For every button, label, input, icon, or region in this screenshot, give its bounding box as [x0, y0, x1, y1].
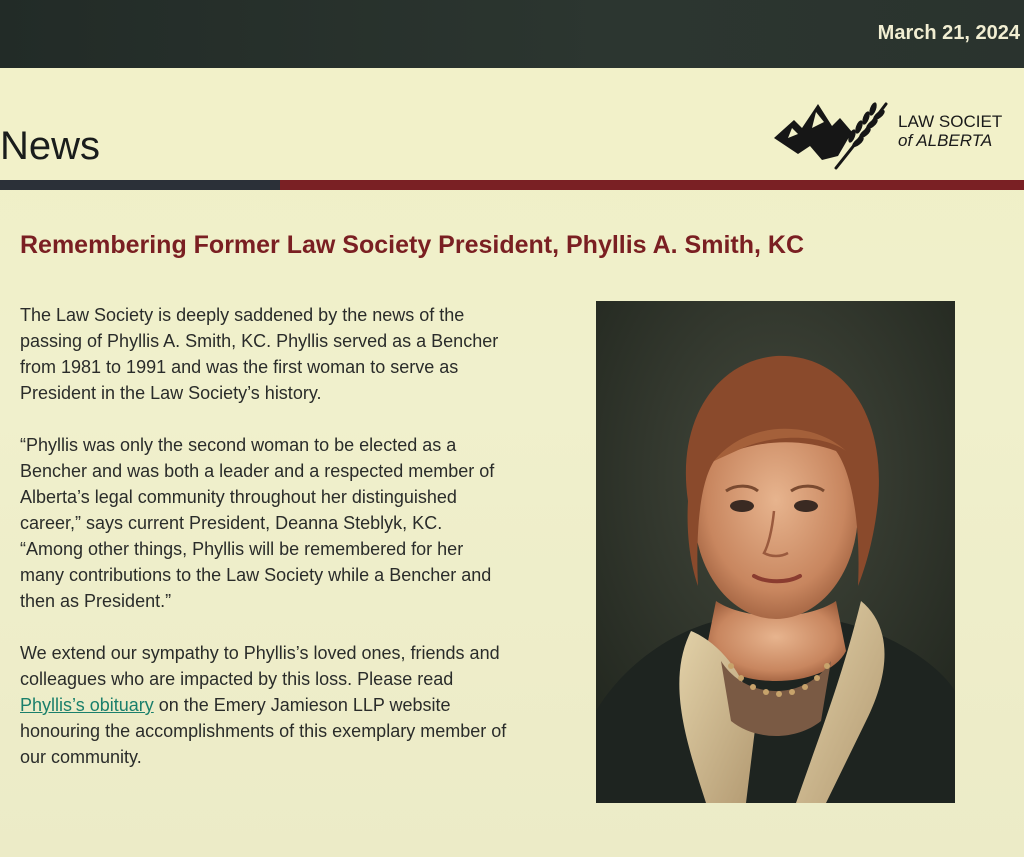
article-paragraph-3: [20, 640, 510, 770]
obituary-link[interactable]: Phyllis’s obituary: [20, 695, 154, 715]
mountain-wheat-icon: [772, 98, 894, 172]
article-paragraph-1: The Law Society is deeply saddened by the news of the passing of Phyllis A. Smith, KC. Phyllis served as a Bencher from 1981 to 1991 and was the first woman to serve as President in the Law Society’s history.: [20, 305, 499, 403]
logo-line-1: LAW SOCIET: [898, 112, 1003, 131]
article-headline: Remembering Former Law Society President, Phyllis A. Smith, KC: [20, 231, 804, 259]
section-title: News: [0, 124, 101, 168]
newsletter-page: [0, 68, 1024, 857]
law-society-logo[interactable]: [772, 98, 1024, 172]
portrait-photo: [596, 301, 955, 803]
newsletter-header: [0, 68, 1024, 180]
article-paragraph-2: “Phyllis was only the second woman to be elected as a Bencher and was both a leader and a respected member of Alberta’s legal community throughout her distinguished career,” says current President, Deanna Steblyk, KC. “Among other things, Phyllis will be remembered for her many contributions to the Law Society while a Bencher and then as President.”: [20, 435, 495, 611]
article-body: [20, 302, 510, 770]
top-bar: [0, 0, 1024, 68]
logo-wordmark: [898, 112, 1002, 150]
paragraph-3-text-after: on the Emery Jamieson LLP website honouring the accomplishments of this exemplary member of our community.: [20, 695, 507, 767]
logo-line-2: of ALBERTA: [898, 131, 993, 150]
portrait-illustration: [596, 301, 955, 803]
header-divider: [0, 180, 1024, 190]
divider-red-segment: [280, 180, 1024, 190]
paragraph-3-text-before: We extend our sympathy to Phyllis’s loved ones, friends and colleagues who are impacted by this loss. Please read: [20, 643, 500, 689]
divider-dark-segment: [0, 180, 280, 190]
date-label: March 21, 2024: [877, 22, 1020, 44]
